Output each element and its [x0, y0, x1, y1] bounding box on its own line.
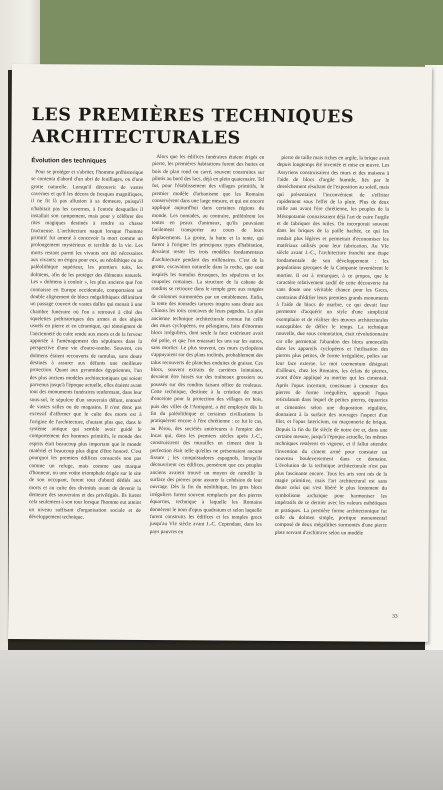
text-column-1	[29, 169, 143, 522]
section-heading: Évolution des techniques	[31, 157, 107, 165]
text-column-2	[150, 154, 265, 537]
table-surface	[0, 650, 443, 790]
column-1-text: Pour se protéger et s'abriter, l'homme préhistorique se contenta d'abord d'un abri de feuillages, ou d'une grotte naturelle. Lorsqu'il découvrit de vastes cavernes et qu'il les décora de fresques magnifiques, il ne fit là pas allusion à sa demeure, puisqu'il n'habitait pas les cavernes, à l'entrée desquelles il installait son campement, mais pour y célébrer des rites magiques destinés à rendre sa chasse fructueuse. L'architecture naquit lorsque l'homme primitif fut amené à concevoir la mort comme un prolongement mystérieux et terrible de la vie. Les morts restant parmi les vivants ont été nécessaires aux vivants; on érigea pour eux, au néolithique ou au paléolithique supérieur, les premiers tuits, les dolmens, afin de les protéger des éléments naturels. Les « dolmens à couloir », les plus anciens que l'on connaisse en Europe occidentale, comportaient un double alignement de blocs mégalithiques délimitant un passage couvert de vastes dalles qui menait à une chambre funéraire où l'on a retrouvé à côté des squelettes préhistoriques des armes et des objets usuels en pierre et en céramique, qui témoignent de l'ancienneté du culte rendu aux morts et de la ferveur apportée à l'aménagement des sépultures dans la perspective d'une vie d'outre-tombe. Souvent, ces dolmens étaient recouverts de tumulus, sans doute destinés à assurer aux défunts une meilleure protection. Quant aux pyramides égyptiennes, l'un des plus anciens modèles architectoniques qui soient parvenus jusqu'à l'époque actuelle, elles étaient avant tout des monuments funéraires renfermant, dans leur sous-sol, le sépulcre d'un souverain défunt, entouré de vastes salles ou de magasins. Il n'est donc pas excessif d'affirmer que le culte des morts est à l'origine de l'architecture, d'autant plus que, dans le système antique qui semble avoir guidé le comportement des hommes primitifs, le monde des esprits était beaucoup plus important que le monde matériel et beaucoup plus digne d'être honoré. C'est pourquoi les premiers édifices consacrés non pas comme un refuge, mais comme une marque d'honneur, ou une voûte triomphale érigée sur le site de son occupant, furent tout d'abord dédiés aux morts et au culte des divinités avant de devenir la demeure des souverains et des privilégiés. Ils furent cela seulement à son tour lorsque l'homme eut atteint un niveau suffisant d'organisation sociale et de développement technique.	[28, 169, 144, 521]
page-number: 33	[392, 613, 398, 620]
article-title: LES PREMIÈRES TECHNIQUES ARCHITECTURALES	[31, 105, 355, 149]
book-page	[8, 64, 432, 642]
column-2-text: Alors que les édifices funéraires étaient érigés en pierre, les premières habitations furent des huttes en bois de plan rond ou carré, souvent construites sur pilotis au bord des lacs, déjà en plein quaternaire. Tel fut, pour l'établissement des villages primitifs, le premier modèle d'urbanisme que les Romains conservèrent dans une large mesure, et qui est encore appliqué aujourd'hui dans certaines régions du monde. Les nomades, au contraire, préférèrent les tentes en peaux d'animaux, qu'ils pouvaient facilement transporter au cours de leurs déplacements. La grotte, la hutte et la tente, qui furent à l'origine les principaux types d'habitation, devaient rester les trois modèles fondamentaux d'architecture pendant des millénaires. C'est de la grotte, excavation naturelle dans la roche, que sont inspirés les tumulus étrusques, les sépulcres et les coupoles romaines. La structure de la cabane de rondins se retrouve dans le temple grec aux rangées de colonnes surmontées par un entablement. Enfin, la tente des nomades tartares inspira sans doute aux Chinois les toits concaves de leurs pagodes. La plus ancienne technique architecturale connue fut celle des murs cyclopéens, ou pélasgiens, faits d'énormes blocs irréguliers, dont seule la face extérieure avait été polie, et que l'on entassait les uns sur les autres, sans mortier. Le plus souvent, ces murs cyclopéens s'appuyaient sur des plans inclinés, probablement des talus recouverts de planches enduites de graisse. Ces blocs, souvent extraits de carrières lointaines, devaient être hissés sur des traîneaux grossiers ou poussés sur des rondins faisant office de rouleaux. Cette technique, destinée à la création de murs d'enceinte pour la protection des villages en bois, puis des villes de l'Antiquité, a été employée dès la fin du paléolithique et certaines civilisations la pratiquèrent encore à l'ère chrétienne : ce fut le cas, au Pérou, des sociétés antérieures à l'empire des Incas qui, dans les premiers siècles après J.-C., construisirent des murailles en ciment dont la perfection était telle qu'elles ne présentaient aucune fissure ; les conquistadores espagnols, lorsqu'ils découvrirent ces édifices, pensèrent que ces peuples anciens avaient trouvé un moyen de ramollir la surface des pierres pour assurer la cohésion de leur ouvrage. Dès la fin du néolithique, les gros blocs irréguliers furent souvent remplacés par des pierres équarries, technique à laquelle les Romains donnèrent le nom d'opus quadratum et selon laquelle furent construits les édifices et les temples grecs jusqu'au VIe siècle avant J.-C. Cependant, dans les pays pauvres en	[149, 154, 265, 535]
column-3-text: pierre de taille mais riches en argile, la brique avait depuis longtemps été inventée et mise en œuvre. Les Assyriens construisaient des murs et des maisons à l'aide de blocs d'argile humide, liés par le desséchement résultant de l'exposition au soleil, mais qui présentaient l'inconvénient de s'effriter rapidement sous l'effet de la pluie. Plus de deux mille ans avant l'ère chrétienne, les peuples de la Mésopotamie connaissaient déjà l'art de cuire l'argile et de fabriquer des tuiles. On incorporait souvent dans les briques de la paille hachée, ce qui les rendait plus légères et permettait d'économiser les matériaux utilisés pour leur fabrication. Au VIe siècle avant J.-C., l'architecture franchit une étape fondamentale de son développement : les populations grecques de la Campanie inventèrent le mortier. Il est à remarquer, à ce propos, que le caractère relativement tardif de cette découverte fut sans doute une véritable chance pour les Grecs, contraints d'édifier leurs premiers grands monuments à l'aide de blocs de marbre, ce qui devait leur permettre d'acquérir un style d'une simplicité exemplaire et de réaliser des œuvres architecturales susceptibles de défier le temps. La technique nouvelle, due sous connotation, était révolutionnaire car elle permettait l'abandon des blocs amoncelés dans les appareils cyclopéens et l'utilisation des pierres plus petites, de forme irrégulière, polies sur leur face externe. Le mot coementum désignait d'ailleurs, chez les Romains, les éclats de pierres, avant d'être appliqué au mortier qui les cimentait. Après l'opus incertum, consistant à cimenter des pierres de forme irrégulière, apparaît l'opus reticulatum dans lequel de petites pierres, équarries et cimentées selon une disposition régulière, donnaient à la surface des ouvrages l'aspect d'un filet, et l'opus latericium, ou maçonnerie de brique. Depuis la fin du IIe siècle de notre ère et, dans une certaine mesure, jusqu'à l'époque actuelle, les mêmes techniques restèrent en vigueur, et il fallut attendre l'invention du ciment armé pour constater un nouveau bouleversement dans ce domaine. L'évolution de la technique architecturale n'est pas plus fascinante encore. Tous les arts sont nés de la magie primitive, mais l'art architectural est sans doute celui qui s'est libéré le plus lentement du symbolisme archaïque pour harmoniser les impératifs de ce dernier avec les valeurs esthétiques et pratiques. La première forme architectonique fut celle du dolmen simple, portique monumental composé de deux mégalithes surmontés d'une pierre plate servant d'architrave selon un modèle	[274, 154, 390, 536]
text-column-3	[275, 155, 390, 538]
